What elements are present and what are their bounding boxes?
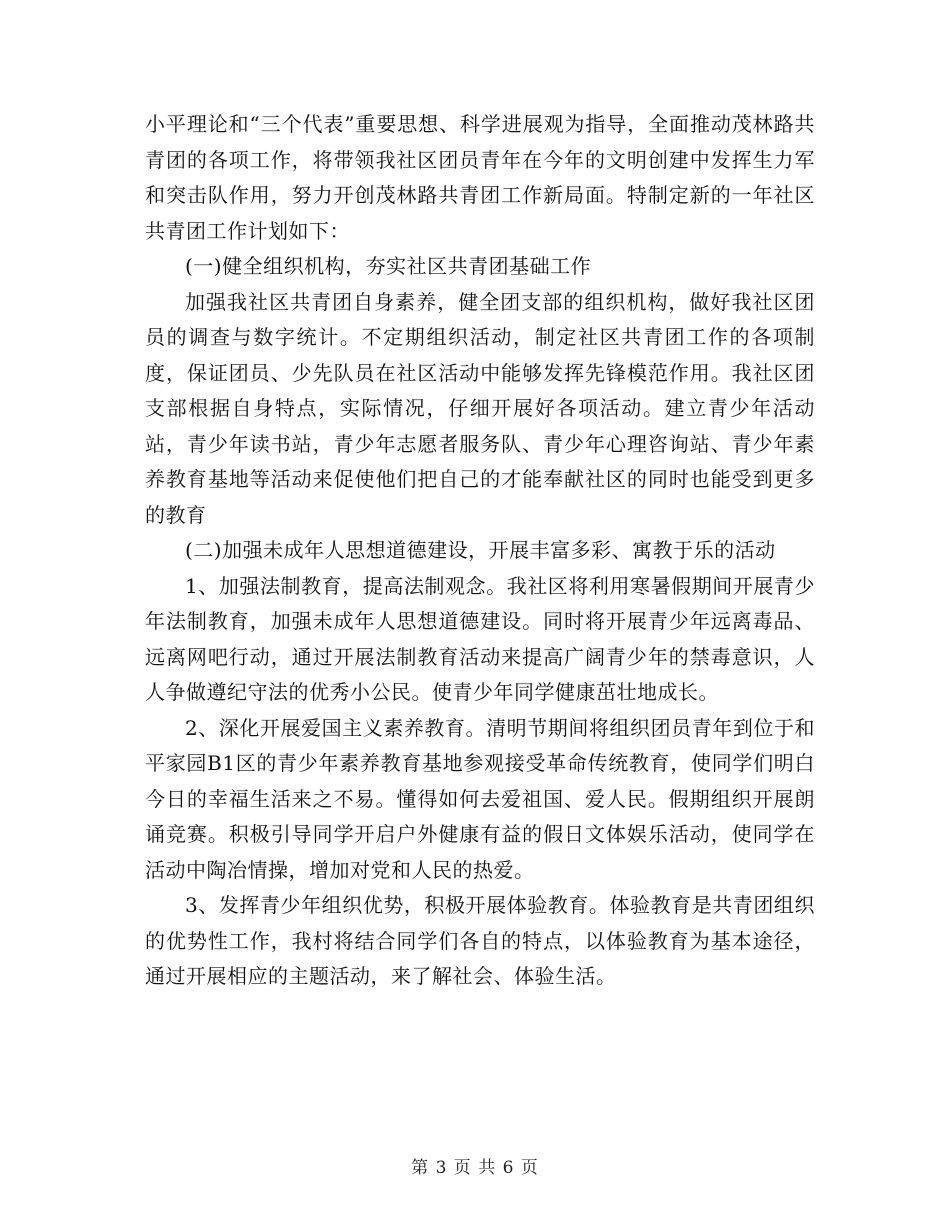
page-number-footer: 第 3 页 共 6 页 — [411, 1158, 539, 1178]
section-heading-2: (二)加强未成年人思想道德建设，开展丰富多彩、寓教于乐的活动 — [185, 538, 776, 562]
paragraph-intro: 小平理论和“三个代表”重要思想、科学进展观为指导，全面推动茂林路共青团的各项工作，将带领我社区团员青年在今年的文明创建中发挥生力军和突击队作用，努力开创茂林路共青团工作新局面。特制定新的一年社区共青团工作计划如下： — [145, 112, 815, 243]
paragraph-item-1: 1、加强法制教育，提高法制观念。我社区将利用寒暑假期间开展青少年法制教育，加强未成年人思想道德建设。同时将开展青少年远离毒品、远离网吧行动，通过开展法制教育活动来提高广阔青少年的禁毒意识，人人争做遵纪守法的优秀小公民。使青少年同学健康茁壮地成长。 — [145, 573, 815, 704]
paragraph-organization: 加强我社区共青团自身素养，健全团支部的组织机构，做好我社区团员的调查与数字统计。不定期组织活动，制定社区共青团工作的各项制度，保证团员、少先队员在社区活动中能够发挥先锋模范作用。我社区团支部根据自身特点，实际情况，仔细开展好各项活动。建立青少年活动站，青少年读书站，青少年志愿者服务队、青少年心理咨询站、青少年素养教育基地等活动来促使他们把自己的才能奉献社区的同时也能受到更多的教育 — [145, 289, 815, 527]
document-body — [145, 107, 815, 995]
paragraph-item-3: 3、发挥青少年组织优势，积极开展体验教育。体验教育是共青团组织的优势性工作，我村将结合同学们各自的特点，以体验教育为基本途径，通过开展相应的主题活动，来了解社会、体验生活。 — [145, 893, 815, 988]
paragraph-item-2: 2、深化开展爱国主义素养教育。清明节期间将组织团员青年到位于和平家园B1区的青少年素养教育基地参观接受革命传统教育，使同学们明白今日的幸福生活来之不易。懂得如何去爱祖国、爱人民。假期组织开展朗诵竞赛。积极引导同学开启户外健康有益的假日文体娱乐活动，使同学在活动中陶冶情操，增加对党和人民的热爱。 — [145, 715, 815, 882]
section-heading-1: (一)健全组织机构，夯实社区共青团基础工作 — [185, 254, 592, 278]
